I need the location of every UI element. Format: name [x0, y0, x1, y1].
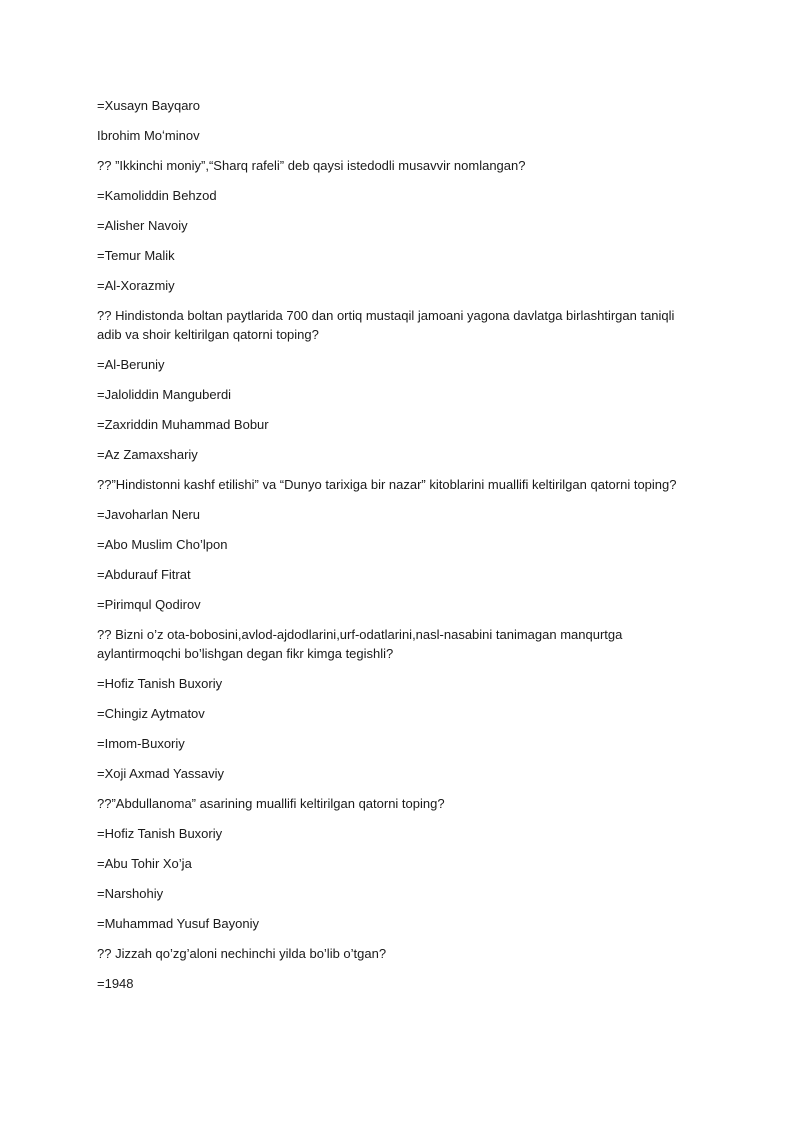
answer-line: =Az Zamaxshariy — [97, 447, 198, 462]
answer-line: =Imom-Buxoriy — [97, 736, 185, 751]
answer-line: =Al-Beruniy — [97, 357, 165, 372]
answer-line: =Abu Tohir Xo’ja — [97, 856, 192, 871]
question-line: ?? ”Ikkinchi moniy”,“Sharq rafeli” deb qaysi istedodli musavvir nomlangan? — [97, 158, 526, 173]
answer-line: =Pirimqul Qodirov — [97, 597, 201, 612]
answer-line: =Jaloliddin Manguberdi — [97, 387, 232, 402]
answer-line: =Muhammad Yusuf Bayoniy — [97, 916, 259, 931]
text-line: Ibrohim Moʻminov — [97, 128, 200, 143]
document-body — [97, 96, 697, 1004]
answer-line: =Alisher Navoiy — [97, 218, 188, 233]
answer-line: =Abdurauf Fitrat — [97, 567, 191, 582]
question-line: ?? Bizni o’z ota-bobosini,avlod-ajdodlarini,urf-odatlarini,nasl-nasabini tanimagan manqurtga aylantirmoqchi bo’lishgan degan fikr kimga tegishli? — [97, 627, 623, 661]
answer-line: =Hofiz Tanish Buxoriy — [97, 826, 223, 841]
question-line: ?? Hindistonda boltan paytlarida 700 dan ortiq mustaqil jamoani yagona davlatga birlashtirgan taniqli adib va shoir keltirilgan qatorni toping? — [97, 308, 675, 342]
answer-line: =Temur Malik — [97, 248, 175, 263]
answer-line: =Hofiz Tanish Buxoriy — [97, 676, 223, 691]
answer-line: =Narshohiy — [97, 886, 164, 901]
question-line: ??”Abdullanoma” asarining muallifi keltirilgan qatorni toping? — [97, 796, 445, 811]
answer-line: =Javoharlan Neru — [97, 507, 200, 522]
answer-line: =Abo Muslim Cho’lpon — [97, 537, 228, 552]
answer-line: =Xusayn Bayqaro — [97, 98, 200, 113]
question-line: ??”Hindistonni kashf etilishi” va “Dunyo tarixiga bir nazar” kitoblarini muallifi keltirilgan qatorni toping? — [97, 477, 677, 492]
answer-line: =Al-Xorazmiy — [97, 278, 175, 293]
answer-line: =Chingiz Aytmatov — [97, 706, 205, 721]
answer-line: =1948 — [97, 976, 134, 991]
question-line: ?? Jizzah qo’zg’aloni nechinchi yilda bo’lib o’tgan? — [97, 946, 387, 961]
answer-line: =Kamoliddin Behzod — [97, 188, 217, 203]
answer-line: =Xoji Axmad Yassaviy — [97, 766, 225, 781]
answer-line: =Zaxriddin Muhammad Bobur — [97, 417, 269, 432]
